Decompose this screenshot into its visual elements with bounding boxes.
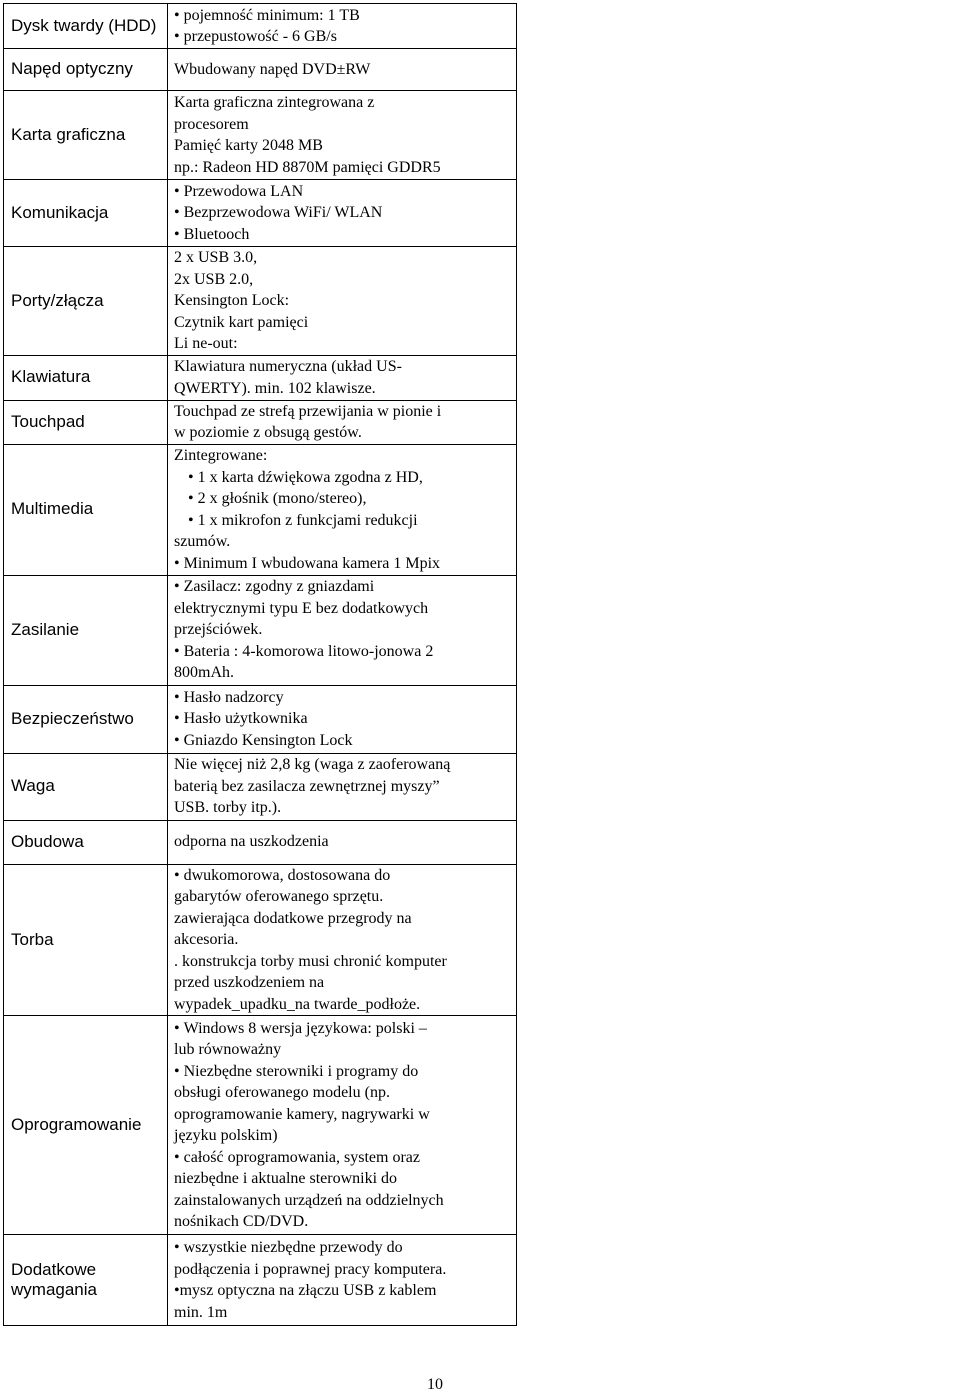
spec-value-line: • pojemność minimum: 1 TB xyxy=(174,5,512,27)
spec-value-line: • dwukomorowa, dostosowana do xyxy=(174,865,512,887)
spec-value-line: procesorem xyxy=(174,115,249,133)
page-number: 10 xyxy=(427,1376,443,1393)
spec-value xyxy=(168,864,517,1016)
spec-value-line: akcesoria. xyxy=(174,931,239,948)
spec-value-line: • 1 x karta dźwiękowa zgodna z HD, xyxy=(174,467,512,489)
spec-value-line: • Minimum I wbudowana kamera 1 Mpix xyxy=(174,553,512,575)
spec-label: Karta graficzna xyxy=(4,91,168,180)
spec-value-line: oprogramowanie kamery, nagrywarki w xyxy=(174,1105,430,1123)
spec-value xyxy=(168,400,517,444)
spec-value xyxy=(168,247,517,356)
spec-value-line: w poziomie z obsugą gestów. xyxy=(174,424,362,441)
spec-value-line: wypadek_upadku_na twarde_podłoże. xyxy=(174,995,421,1013)
spec-label: Oprogramowanie xyxy=(4,1016,168,1235)
spec-value-line: QWERTY). min. 102 klawisze. xyxy=(174,379,376,397)
spec-value xyxy=(168,91,517,180)
spec-value-line: elektrycznymi typu E bez dodatkowych xyxy=(174,599,429,617)
spec-value-line: • Gniazdo Kensington Lock xyxy=(174,730,512,752)
spec-value-line: • Bateria : 4-komorowa litowo-jonowa 2 xyxy=(174,641,512,663)
spec-row xyxy=(4,575,517,685)
spec-value-line: przejściówek. xyxy=(174,621,263,639)
spec-value-line: Touchpad ze strefą przewijania w pionie i xyxy=(174,402,442,420)
spec-value xyxy=(168,355,517,400)
spec-value-line: zainstalowanych urządzeń na oddzielnych xyxy=(174,1191,444,1209)
spec-table-body xyxy=(4,4,517,1326)
spec-value-line: Czytnik kart pamięci xyxy=(174,313,309,331)
spec-value-line: • wszystkie niezbędne przewody do xyxy=(174,1237,512,1259)
spec-row xyxy=(4,685,517,753)
spec-value-line: • Bluetooch xyxy=(174,224,512,246)
spec-label: Klawiatura xyxy=(4,355,168,400)
spec-value-line: przed uszkodzeniem na xyxy=(174,974,325,991)
spec-value-line: np.: Radeon HD 8870M pamięci GDDR5 xyxy=(174,158,441,176)
spec-row xyxy=(4,444,517,575)
spec-value xyxy=(168,1016,517,1235)
spec-value-line: Karta graficzna zintegrowana z xyxy=(174,94,375,111)
spec-value-line: • przepustowość - 6 GB/s xyxy=(174,26,512,48)
spec-label: Torba xyxy=(4,864,168,1016)
spec-value-line: języku polskim) xyxy=(174,1127,278,1144)
spec-label: Touchpad xyxy=(4,400,168,444)
spec-row xyxy=(4,91,517,180)
spec-row xyxy=(4,864,517,1016)
spec-value-line: Zintegrowane: xyxy=(174,447,268,464)
spec-value xyxy=(168,685,517,753)
spec-value-line: min. 1m xyxy=(174,1303,228,1321)
spec-value-line: . konstrukcja torby musi chronić komputer xyxy=(174,952,447,970)
spec-value-line: obsługi oferowanego modelu (np. xyxy=(174,1084,390,1101)
spec-label: Napęd optyczny xyxy=(4,49,168,91)
spec-value-line: podłączenia i poprawnej pracy komputera. xyxy=(174,1260,447,1278)
spec-value xyxy=(168,820,517,864)
spec-value-line: odporna na uszkodzenia xyxy=(174,833,329,851)
spec-row xyxy=(4,1016,517,1235)
spec-value-line: Nie więcej niż 2,8 kg (waga z zaoferowaną xyxy=(174,756,451,774)
spec-row xyxy=(4,1235,517,1326)
spec-value xyxy=(168,753,517,820)
spec-value-line: Li ne-out: xyxy=(174,335,238,352)
spec-row xyxy=(4,355,517,400)
spec-value-line: 2 x USB 3.0, xyxy=(174,249,258,266)
spec-row xyxy=(4,49,517,91)
spec-value xyxy=(168,444,517,575)
spec-row xyxy=(4,4,517,49)
spec-value-line: USB. torby itp.). xyxy=(174,799,282,817)
spec-label: Bezpieczeństwo xyxy=(4,685,168,753)
spec-value-line: • Niezbędne sterowniki i programy do xyxy=(174,1061,512,1083)
spec-value-line: niezbędne i aktualne sterowniki do xyxy=(174,1170,398,1187)
spec-value xyxy=(168,49,517,91)
spec-value-line: 800mAh. xyxy=(174,664,234,682)
spec-value-line: szumów. xyxy=(174,533,231,550)
spec-label: Komunikacja xyxy=(4,180,168,247)
spec-row xyxy=(4,753,517,820)
spec-value-line: • Bezprzewodowa WiFi/ WLAN xyxy=(174,202,512,224)
spec-value xyxy=(168,1235,517,1326)
spec-value-line: 2x USB 2.0, xyxy=(174,270,254,288)
spec-value-line: • Hasło użytkownika xyxy=(174,708,512,730)
spec-row xyxy=(4,400,517,444)
spec-value-line: • Przewodowa LAN xyxy=(174,181,512,203)
spec-value-line: • całość oprogramowania, system oraz xyxy=(174,1147,512,1169)
spec-value-line: lub równoważny xyxy=(174,1041,282,1058)
spec-value-line: • 2 x głośnik (mono/stereo), xyxy=(174,488,512,510)
spec-value-line: • Hasło nadzorcy xyxy=(174,687,512,709)
spec-value-line: • Zasilacz: zgodny z gniazdami xyxy=(174,576,512,598)
spec-label: Dodatkowe wymagania xyxy=(4,1235,168,1326)
spec-value-line: Pamięć karty 2048 MB xyxy=(174,137,323,154)
spec-value xyxy=(168,575,517,685)
spec-label: Multimedia xyxy=(4,444,168,575)
spec-value-line: baterią bez zasilacza zewnętrznej myszy” xyxy=(174,777,440,795)
spec-row xyxy=(4,820,517,864)
spec-label: Porty/złącza xyxy=(4,247,168,356)
spec-value xyxy=(168,4,517,49)
spec-value-line: •mysz optyczna na złączu USB z kablem xyxy=(174,1282,437,1299)
spec-value xyxy=(168,180,517,247)
spec-table xyxy=(3,3,517,1326)
spec-row xyxy=(4,247,517,356)
spec-value-line: • Windows 8 wersja językowa: polski – xyxy=(174,1018,512,1040)
spec-value-line: zawierająca dodatkowe przegrody na xyxy=(174,909,412,927)
spec-label: Dysk twardy (HDD) xyxy=(4,4,168,49)
spec-label: Obudowa xyxy=(4,820,168,864)
spec-label: Zasilanie xyxy=(4,575,168,685)
spec-value-line: • 1 x mikrofon z funkcjami redukcji xyxy=(174,510,512,532)
spec-value-line: Klawiatura numeryczna (układ US- xyxy=(174,358,402,375)
spec-label: Waga xyxy=(4,753,168,820)
spec-row xyxy=(4,180,517,247)
spec-value-line: gabarytów oferowanego sprzętu. xyxy=(174,888,384,905)
spec-value-line: nośnikach CD/DVD. xyxy=(174,1213,309,1230)
spec-value-line: Kensington Lock: xyxy=(174,292,290,309)
spec-value-line: Wbudowany napęd DVD±RW xyxy=(174,60,371,78)
